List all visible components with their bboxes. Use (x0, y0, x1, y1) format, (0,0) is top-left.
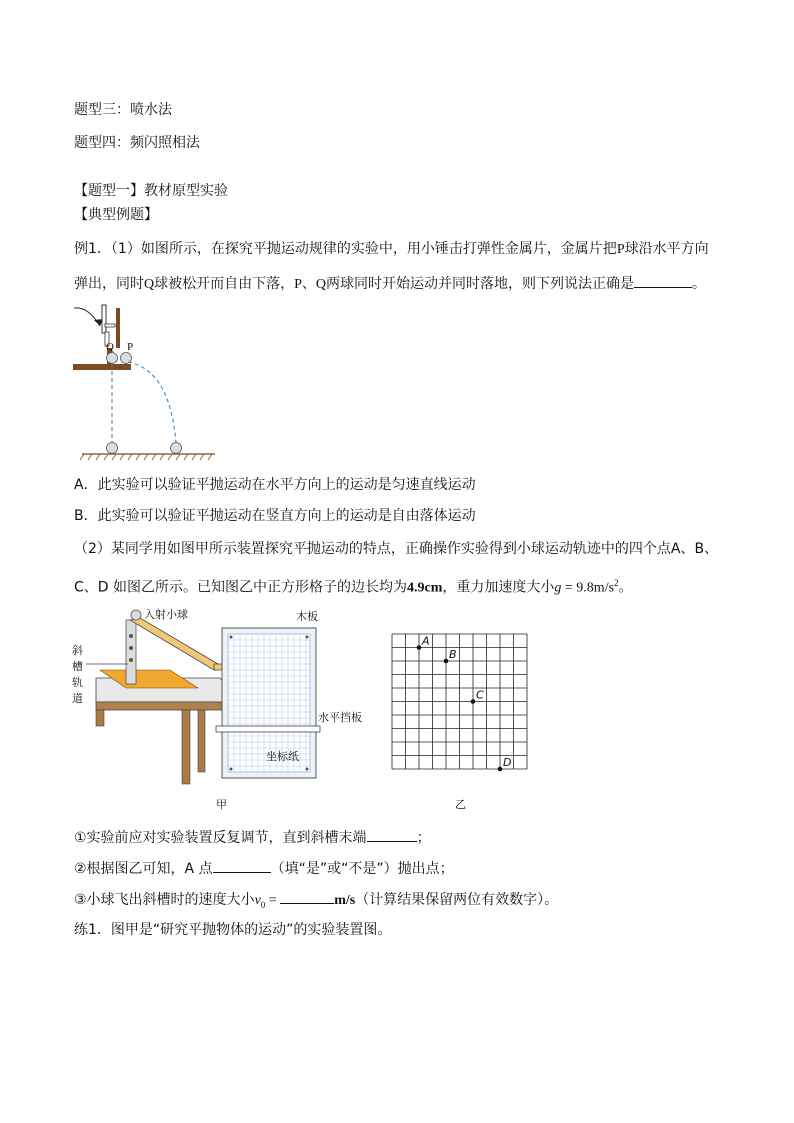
table-leg-3 (96, 710, 104, 726)
caption-jia: 甲 (216, 798, 227, 811)
holder-clip (105, 324, 115, 327)
answer-blank-q1[interactable] (367, 827, 417, 842)
g-value: = 9.8m/s (561, 580, 615, 596)
label-chute-3: 轨 (72, 676, 83, 689)
path-p-parabola (128, 362, 176, 443)
ball-p-top (121, 353, 132, 364)
caption-yi: 乙 (455, 798, 466, 811)
q3-equals: = (265, 893, 281, 908)
grid-lines (392, 634, 527, 769)
practice-1: 练1．图甲是“研究平抛物体的运动”的实验装置图。 (74, 922, 392, 938)
part2-line2-a: C、D 如图乙所示。已知图乙中正方形格子的边长均为 (74, 579, 408, 596)
label-chute-4: 道 (72, 692, 83, 705)
trajectory-points (417, 635, 512, 772)
corner-pin-3 (230, 768, 233, 771)
incident-ball (131, 610, 141, 620)
part2-line2 (74, 574, 633, 598)
ball-q-label: Q (144, 277, 155, 292)
stand-hole-2 (129, 646, 133, 650)
label-baffle: 水平挡板 (318, 711, 362, 724)
holder-post (102, 305, 106, 333)
label-incident-ball: 入射小球 (144, 608, 188, 621)
grid-size-value: 4.9cm (407, 580, 443, 596)
point-label-a: A (422, 634, 430, 648)
heading-section1: 【题型一】教材原型实验 (74, 183, 228, 199)
question-3-text: ③小球飞出斜槽时的速度大小 (74, 892, 255, 908)
corner-pin-1 (230, 636, 233, 639)
point-label-d: D (503, 756, 512, 769)
question-1 (74, 827, 431, 847)
heading-type4: 题型四：频闪照相法 (74, 135, 200, 151)
ball-p-ground (171, 443, 182, 454)
example1-prefix: 例1．（1）如图所示，在探究平抛运动规律的实验中，用小锤击打弹性金属片，金属片把 (74, 241, 617, 257)
chute-incline (130, 618, 218, 670)
example1-line1 (74, 240, 709, 259)
heading-type3: 题型三：喷水法 (74, 102, 172, 118)
option-b: B．此实验可以验证平抛运动在竖直方向上的运动是自由落体运动 (74, 508, 476, 524)
answer-blank-1[interactable] (634, 273, 692, 288)
figure-apparatus (70, 606, 370, 816)
question-1-end: ； (416, 830, 431, 846)
question-2 (74, 858, 454, 878)
answer-blank-q3[interactable] (280, 889, 334, 904)
corner-pin-4 (306, 768, 309, 771)
ball-p-label: P (616, 242, 625, 257)
table-leg-2 (198, 710, 205, 772)
stand-post (126, 620, 136, 684)
label-q: Q (106, 341, 114, 353)
question-3-text-b: （计算结果保留两位有效数字）。 (355, 892, 559, 908)
table-leg-1 (182, 710, 190, 784)
metal-strip (116, 308, 120, 348)
label-chute-1: 斜 (72, 644, 83, 657)
platform (73, 364, 131, 370)
point-b (444, 659, 449, 664)
stand-hole-1 (129, 634, 133, 638)
horizontal-baffle (216, 726, 320, 732)
label-board: 木板 (296, 610, 318, 623)
g-exponent: 2 (614, 578, 619, 588)
label-p: P (127, 341, 134, 353)
question-2-text: ②根据图乙可知，A 点 (74, 861, 213, 877)
ball-q-top (107, 353, 118, 364)
figure-grid (380, 620, 550, 816)
answer-blank-q2[interactable] (213, 858, 271, 873)
part2-line1: （2）某同学用如图甲所示装置探究平抛运动的特点，正确操作实验得到小球运动轨迹中的四个点A、B、 (74, 541, 719, 557)
label-coordinate-paper: 坐标纸 (266, 750, 299, 763)
g-symbol: g (554, 580, 562, 596)
point-label-c: C (476, 688, 484, 702)
part2-line2-b: ，重力加速度大小 (442, 579, 555, 596)
label-chute-2: 槽 (72, 660, 83, 673)
question-1-text: ①实验前应对实验装置反复调节，直到斜槽末端 (74, 830, 367, 846)
example1-line2 (74, 273, 706, 294)
heading-examples: 【典型例题】 (74, 207, 158, 223)
point-a (417, 645, 422, 650)
ball-q-ground (107, 443, 118, 454)
q3-unit: m/s (334, 893, 356, 908)
example1-line2-a: 弹出，同时 (74, 276, 144, 292)
v-subscript: 0 (260, 899, 266, 910)
v-symbol: v (254, 893, 261, 908)
option-a: A．此实验可以验证平抛运动在水平方向上的运动是匀速直线运动 (74, 477, 476, 493)
corner-pin-2 (306, 636, 309, 639)
example1-line2-b: 球被松开而自由下落， (154, 276, 295, 292)
point-c (471, 699, 476, 704)
example1-mid1: 球沿水平方向 (624, 241, 709, 257)
point-label-b: B (449, 648, 457, 661)
example1-line2-c: 两球同时开始运动并同时落地，则下列说法正确是 (326, 276, 635, 292)
figure-ball-drop (70, 300, 220, 466)
point-d (498, 767, 503, 772)
arrow-curve (74, 308, 100, 326)
example1-line2-end: 。 (692, 276, 707, 292)
part2-line2-end: 。 (618, 579, 633, 596)
ground-hatch (80, 454, 212, 460)
stand-hole-3 (129, 658, 133, 662)
question-2-text-b: （填“是”或“不是”）抛出点； (270, 861, 454, 877)
pq-label: P、Q (294, 277, 327, 292)
question-3 (74, 889, 558, 914)
table-edge (96, 702, 242, 710)
